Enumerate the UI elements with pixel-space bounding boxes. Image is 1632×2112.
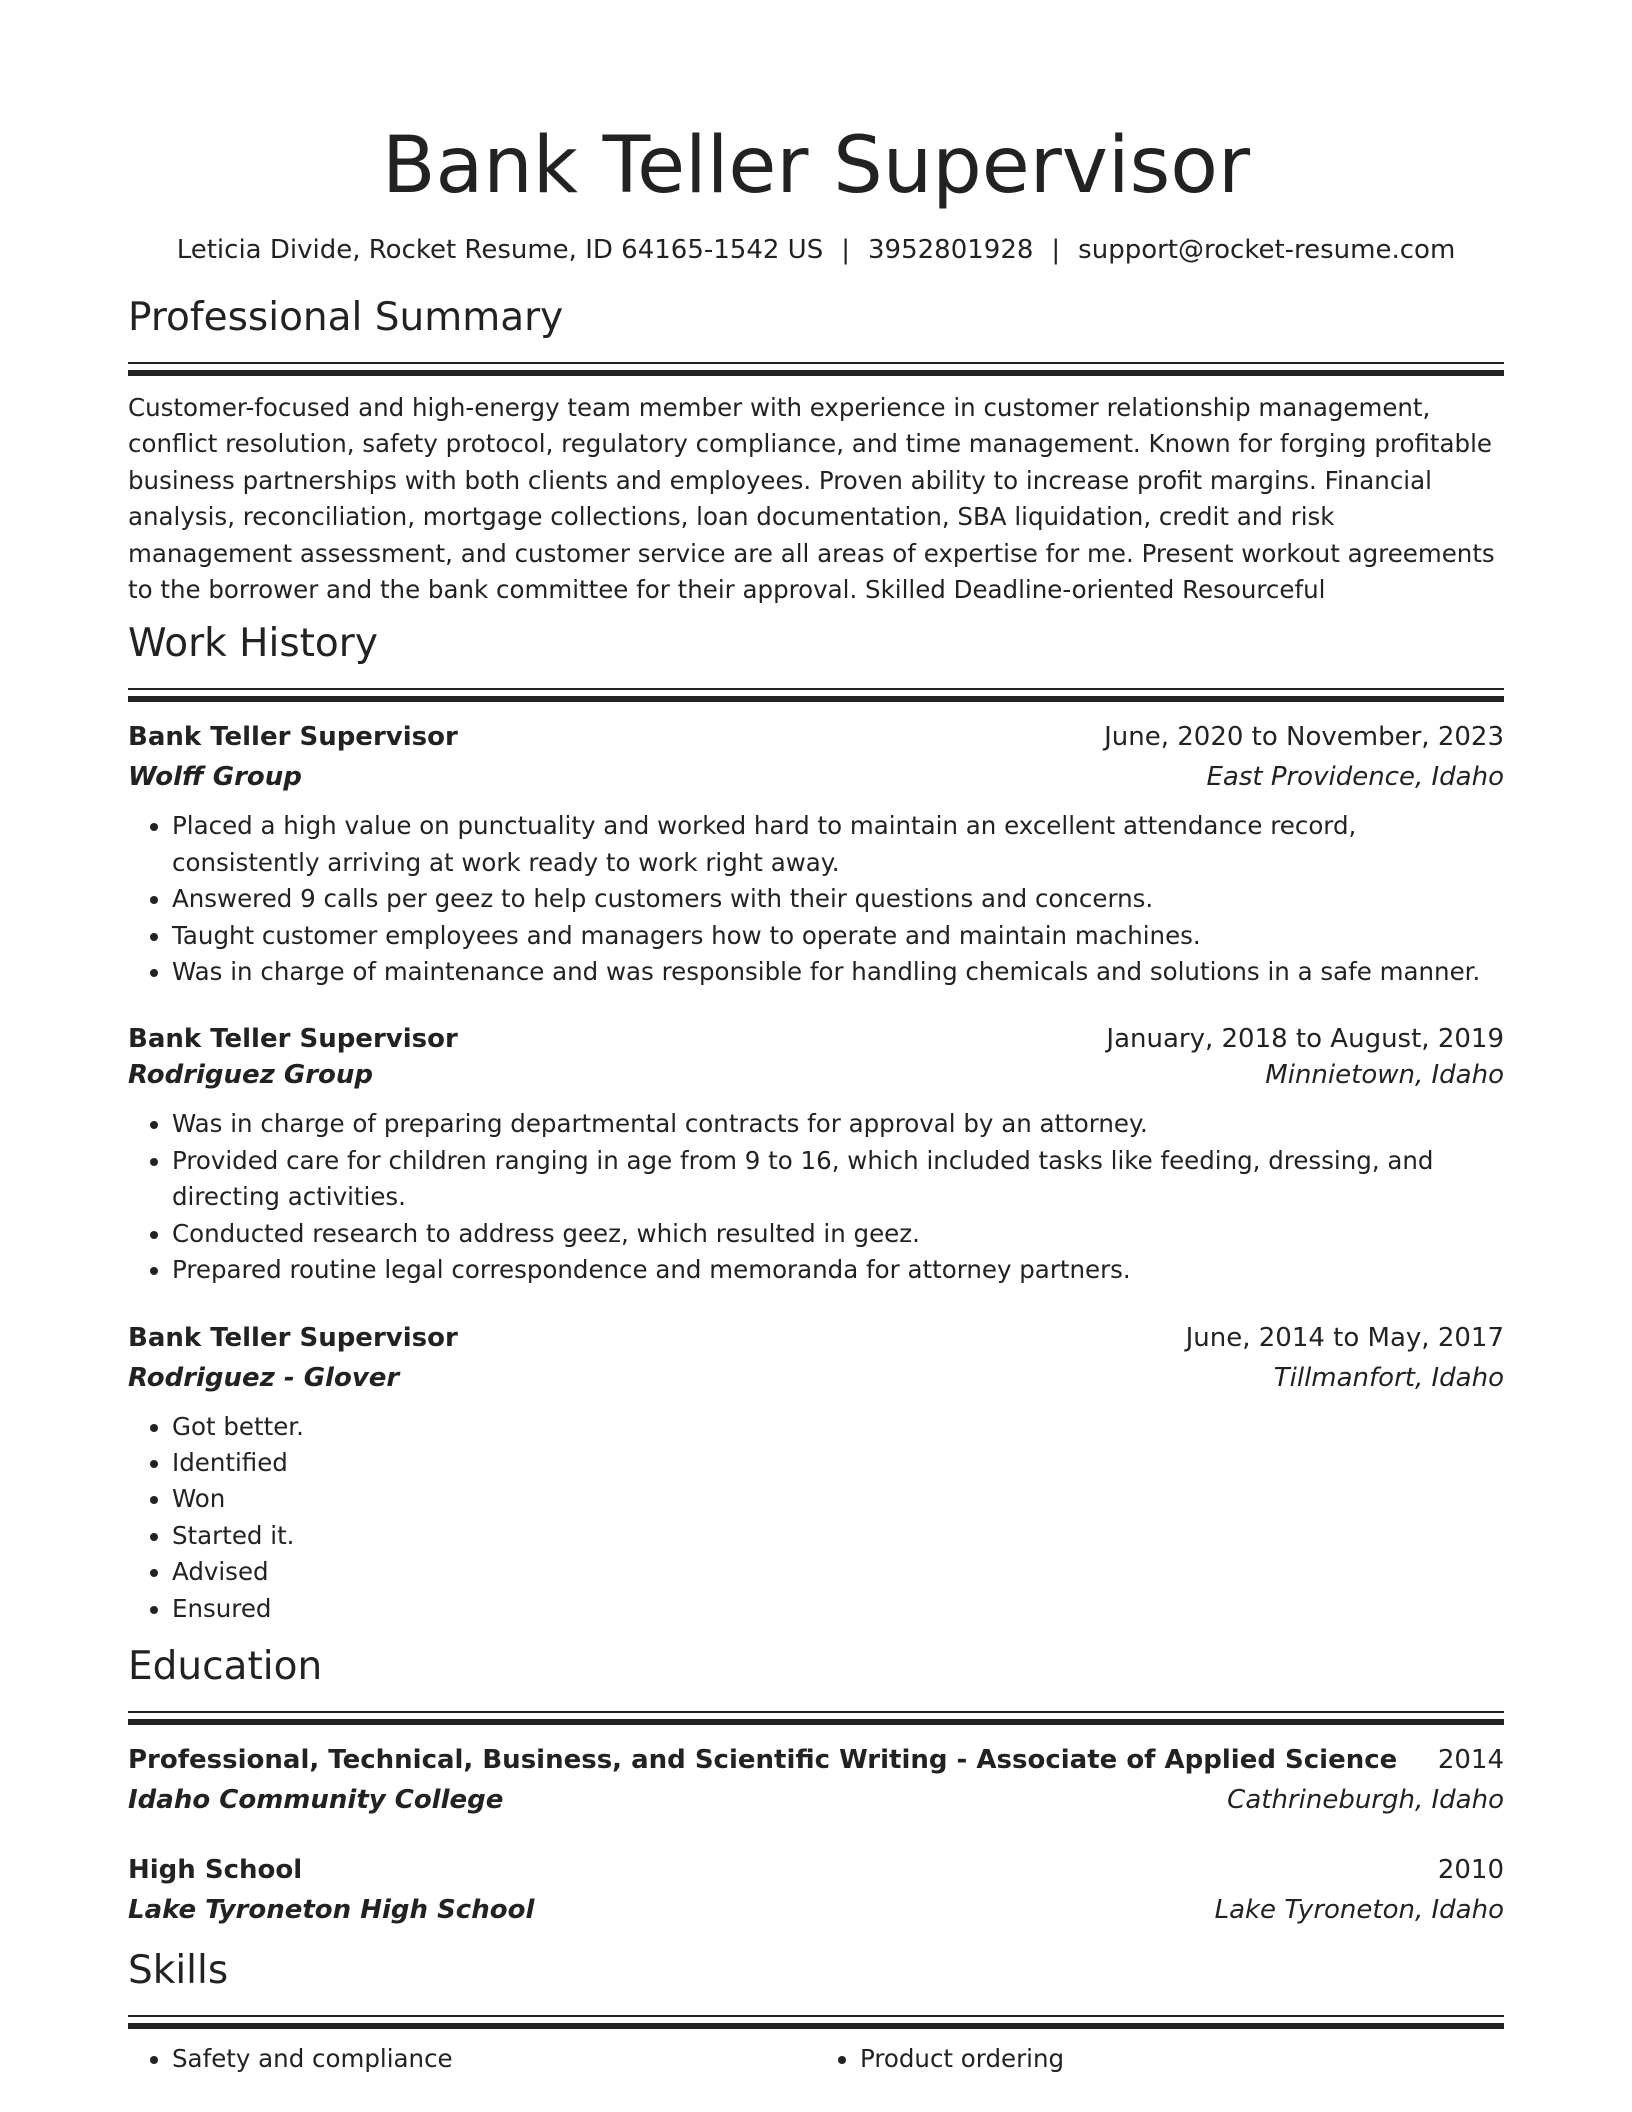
job-dates: June, 2014 to May, 2017 [1185,1322,1504,1353]
job-company: Rodriguez - Glover [128,1362,400,1393]
job-entry [128,1020,1504,1288]
section-rule-thin [128,2015,1504,2017]
job-entry [128,1319,1504,1627]
section-rule-thick [128,696,1504,702]
job-bullet: • Conducted research to address geez, which resulted in geez. [172,1216,1504,1252]
job-header-row [128,1319,1504,1357]
summary-text: Customer-focused and high-energy team member with experience in customer relationship management, conflict resolution, safety protocol, regulatory compliance, and time management. Known for forging profitable business partnerships with both clients and employees. Proven ability to increase profit margins. Financial analysis, reconciliation, mortgage collections, loan documentation, SBA liquidation, credit and risk management assessment, and customer service are all areas of expertise for me. Present workout agreements to the borrower and the bank committee for their approval. Skilled Deadline-oriented Resourceful [128,393,1495,605]
education-entry [128,1741,1504,1819]
section-rule-thin [128,362,1504,364]
section-title-summary: Professional Summary [128,295,564,340]
education-school: Lake Tyroneton High School [128,1894,535,1925]
education-header-row [128,1741,1504,1779]
resume-name: Bank Teller Supervisor [381,121,1251,211]
job-title: Bank Teller Supervisor [128,1322,458,1353]
contact-separator: | [841,235,850,265]
job-bullet: • Started it. [172,1518,1504,1554]
contact-phone: 3952801928 [867,235,1034,265]
job-header-row [128,1020,1504,1058]
job-bullet: • Placed a high value on punctuality and worked hard to maintain an excellent attendance record, consistently arriving at work ready to work right away. [172,808,1504,881]
skills-column-left [128,2041,816,2077]
section-rule-thick [128,1719,1504,1725]
job-bullet: • Won [172,1481,1504,1517]
job-title: Bank Teller Supervisor [128,722,458,753]
job-bullet: • Advised [172,1554,1504,1590]
job-bullet: • Ensured [172,1591,1504,1627]
section-rule-thick [128,370,1504,376]
summary-section [128,292,1504,608]
job-bullet: • Got better. [172,1409,1504,1445]
work-history-section [128,618,1504,1627]
education-degree: High School [128,1854,303,1885]
education-year: 2010 [1437,1854,1504,1885]
job-bullet: • Prepared routine legal correspondence and memoranda for attorney partners. [172,1252,1504,1288]
education-school: Idaho Community College [128,1784,504,1815]
education-entry [128,1851,1504,1929]
contact-address: Leticia Divide, Rocket Resume, ID 64165-1542 US [176,235,824,265]
job-dates: January, 2018 to August, 2019 [1106,1024,1504,1055]
job-location: Minnietown, Idaho [1265,1060,1504,1091]
section-rule-thin [128,688,1504,690]
job-bullet: • Provided care for children ranging in age from 9 to 16, which included tasks like feeding, dressing, and directing activities. [172,1143,1504,1216]
section-title-skills: Skills [128,1947,229,1993]
job-bullet: • Answered 9 calls per geez to help customers with their questions and concerns. [172,881,1504,917]
education-location: Cathrineburgh, Idaho [1227,1784,1504,1815]
job-entry [128,718,1504,990]
skill-item: • Safety and compliance [172,2041,816,2077]
job-company-row [128,1359,1504,1397]
job-company-row [128,758,1504,796]
section-title-education: Education [128,1643,323,1689]
education-location: Lake Tyroneton, Idaho [1214,1894,1504,1925]
education-school-row [128,1781,1504,1819]
job-bullet: • Taught customer employees and managers how to operate and maintain machines. [172,918,1504,954]
job-dates: June, 2020 to November, 2023 [1104,722,1504,753]
education-degree: Professional, Technical, Business, and Scientific Writing - Associate of Applied Science [128,1744,1398,1775]
section-title-work-history: Work History [128,621,378,667]
job-location: Tillmanfort, Idaho [1273,1362,1504,1393]
section-rule-thin [128,1711,1504,1713]
job-bullets [128,1409,1504,1627]
contact-separator: | [1051,235,1061,265]
job-bullets [128,1106,1504,1288]
skills-section [128,1945,1504,2077]
job-bullet: • Was in charge of preparing departmental contracts for approval by an attorney. [172,1106,1504,1142]
skills-column-right [816,2041,1504,2077]
education-header-row [128,1851,1504,1889]
education-section [128,1641,1504,1929]
job-bullets [128,808,1504,990]
education-year: 2014 [1437,1744,1504,1775]
job-company: Rodriguez Group [128,1060,374,1091]
job-company: Wolff Group [128,762,302,793]
skills-columns [128,2029,1504,2077]
education-school-row [128,1891,1504,1929]
job-company-row [128,1056,1504,1094]
job-bullet: • Was in charge of maintenance and was responsible for handling chemicals and solutions in a safe manner. [172,954,1504,990]
skill-item: • Product ordering [860,2041,1504,2077]
job-header-row [128,718,1504,756]
resume-sheet [128,0,1504,2077]
job-bullet: • Identified [172,1445,1504,1481]
job-title: Bank Teller Supervisor [128,1024,458,1055]
job-location: East Providence, Idaho [1206,762,1504,793]
contact-email: support@rocket-resume.com [1078,235,1456,265]
contact-line [128,234,1504,266]
